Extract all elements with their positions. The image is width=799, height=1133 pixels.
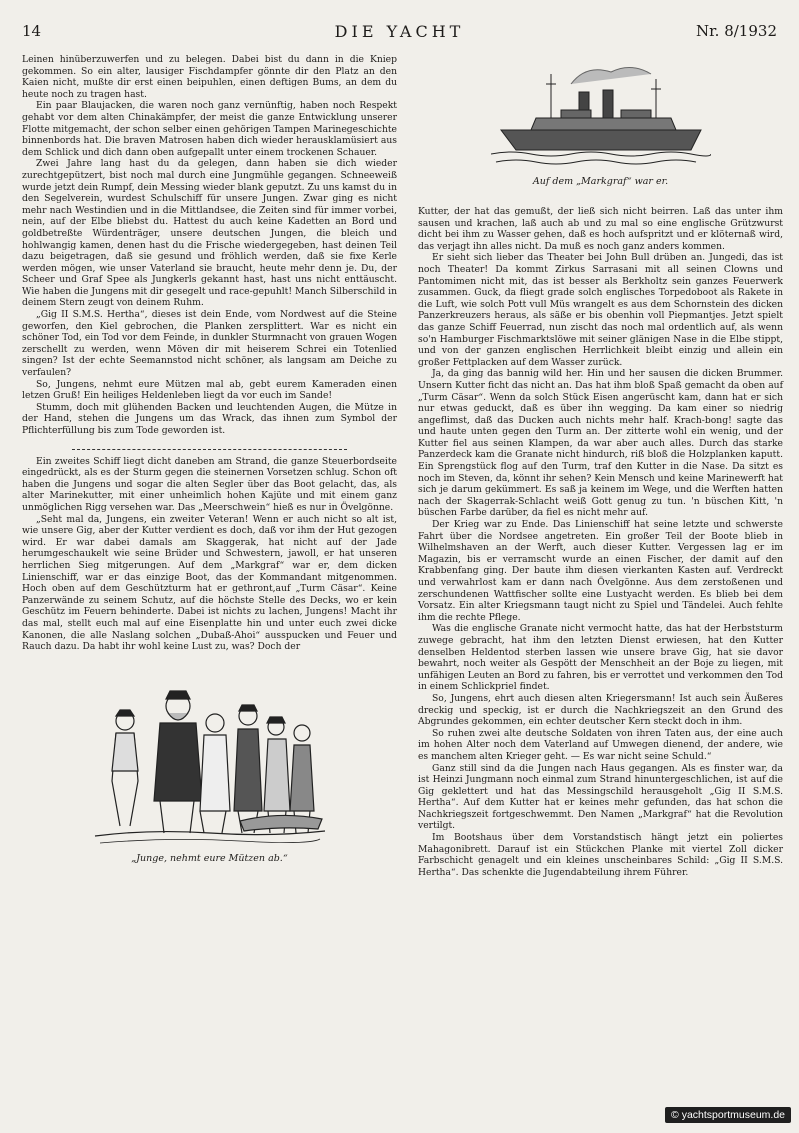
boys-illustration [22,661,397,874]
ship-illustration [418,54,783,204]
page-number: 14 [22,22,42,40]
page-header [22,22,777,46]
paragraph: Zwei Jahre lang hast du da gelegen, dann haben sie dich wieder zurechtgepützert, bist noch mal durch eine Jungmühle gegangen. Schneeweiß wurde jetzt dein Rumpf, dein Messing wieder blank geputzt. Zu uns kamst du in den Segelverein, wurdest Schulschiff für unsere Jungen. Zwar ging es nicht mehr nach Westindien und in die Mittlandsee, die Zeiten sind für immer vorbei, nein, auf der Elbe bliebst du. Hattest du auch keine Kadetten an Bord und goldbetreßte Würdenträger, unsere deutschen Jungen, die bleich und hohlwangig kamen, denen hast du die Frische wiedergegeben, hast deinen Teil dazu beigetragen, daß sie gesund und fröhlich werden, daß sie fixe Kerle werden mögen, wie unser Vaterland sie braucht, heute mehr denn je. Du, der Scheer und Graf Spee als Jungkerls gekannt hast, hast uns nicht enttäuscht. Wie haben die Jungens mit dir gesegelt und race-gepuhlt! Manch Silberschild in deinem Stern zeugt von deinem Ruhm. [22,158,397,309]
paragraph: Leinen hinüberzuwerfen und zu belegen. Dabei bist du dann in die Kniep gekommen. So ein alter, lausiger Fischdampfer gönnte dir den Platz an den Kaien nicht, mußte dir erst einen beipuhlen, einen deftigen Bums, an dem du heute noch zu tragen hast. [22,54,397,100]
paragraph: So ruhen zwei alte deutsche Soldaten von ihren Taten aus, der eine auch im hohen Alter noch dem Vaterland auf Umwegen dienend, der andere, wie es manchem alten Krieger geht. — Es war nicht seine Schuld.“ [418,727,783,762]
paragraph: Im Bootshaus über dem Vorstandstisch hängt jetzt ein poliertes Mahagonibrett. Darauf ist ein Stückchen Planke mit viertel Zoll dicker Farbschicht genagelt und ein kleines unscheinbares Schild: „Gig II S.M.S. Hertha“. Das schenkte die Jugendabteilung ihrem Führer. [418,832,783,878]
museum-watermark [665,1107,791,1123]
watermark-text: © yachtsportmuseum.de [671,1109,785,1121]
paragraph: Er sieht sich lieber das Theater bei John Bull drüben an. Jungedi, das ist noch Theater! Da kommt Zirkus Sarrasani mit all seinen Clowns und Pantomimen nicht mit, das ist besser als Berkholtz sein ganzes Feuerwerk zusammen. Guck, da fliegt grade solch englisches Torpedoboot als Rakete in die Luft, wie solch Pott vull Müs wrangelt es aus dem Schornstein des dicken Panzerkreuzers heraus, als säße er bis obenhin voll Piepmantjes. Jetzt spielt das ganze Schiff Feuerrad, nun zischt das noch mal ordentlich auf, als wenn so'n Hamburger Fischmarktslöwe mit seiner glänigen Nase in die Elbe stippt, und von der ganzen englischen Herrlichkeit bleibt einzig und allein ein großer Fettplacken auf dem Wasser zurück. [418,252,783,368]
paragraph: Der Krieg war zu Ende. Das Linienschiff hat seine letzte und schwerste Fahrt über die Nordsee angetreten. Ein großer Teil der Boote blieb in Wilhelmshaven an der Werft, auch dieser Kutter. Vergessen lag er im Magazin, bis er verramscht wurde an einen Fischer, der damit auf den Krabbenfang ging. Der baute ihm diesen vierkanten Kasten auf. Verdreckt und verwahrlost kam er dann nach Övelgönne. Aus dem zerstoßenen und zerschundenen Wattfischer sollte eine Lustyacht werden. Es blieb bei dem Vorsatz. Ein alter Kriegsmann taugt nicht zu Spiel und Tändelei. Auch fehlte ihm die rechte Pflege. [418,519,783,623]
paragraph: „Gig II S.M.S. Hertha“, dieses ist dein Ende, vom Nordwest auf die Steine geworfen, den Kiel gebrochen, die Planken zersplittert. War es nicht ein schöner Tod, ein Tod vor dem Feinde, in dunkler Sturmnacht von grauen Wogen zerschellt zu werden, wenn Möven dir mit heiserem Schrei ein Totenlied singen? Ist der echte Seemannstod nicht schöner, als langsam am Deiche zu verfaulen? [22,309,397,379]
paragraph: Stumm, doch mit glühenden Backen und leuchtenden Augen, die Mütze in der Hand, stehen die Jungens um das Wrack, das ihnen zum Symbol der Pflichterfüllung bis zum Tode geworden ist. [22,401,397,436]
issue-number: Nr. 8/1932 [696,22,777,40]
boys-caption: „Junge, nehmt eure Mützen ab.“ [131,852,288,864]
battleship-icon [491,54,711,174]
paragraph: So, Jungens, nehmt eure Mützen mal ab, gebt eurem Kameraden einen letzen Gruß! Ein heiliges Heldenleben liegt da vor euch im Sande! [22,378,397,402]
paragraph: Ein zweites Schiff liegt dicht daneben am Strand, die ganze Steuerbordseite eingedrückt, als es der Sturm gegen die steinernen Vorsetzen schlug. Schon oft haben die Jungens und sogar die alten Segler über das Boot gelacht, das, als alter Marinekutter, mit einer unheimlich hohen Kajüte und mit einem ganz unmöglichen Rigg versehen war. Das „Meerschwein“ hieß es nur in Övelgönne. [22,455,397,513]
paragraph: Kutter, der hat das gemußt, der ließ sich nicht beirren. Laß das unter ihm sausen und krachen, laß auch ab und zu mal so eine englische Grützwurst dicht bei ihm zu Wasser gehen, daß es hoch aufspritzt und er klöternaß wird, das verjagt ihn alles nicht. Da muß es noch ganz anders kommen. [418,206,783,252]
paragraph: So, Jungens, ehrt auch diesen alten Kriegersmann! Ist auch sein Äußeres dreckig und speckig, ist er durch die Nachkriegszeit an den Grund des Abgrundes gekommen, ein echter deutscher Kern steckt doch in ihm. [418,692,783,728]
right-column [418,54,783,878]
journal-title: DIE YACHT [334,22,465,41]
sketch-boys-icon [90,661,330,851]
section-divider [72,449,347,450]
paragraph: Was die englische Granate nicht vermocht hatte, das hat der Herbststurm zuwege gebracht, hat ihm den letzten Dienst erwiesen, hat den Kutter denselben Heldentod sterben lassen wie unsere brave Gig, hat sie davor bewahrt, noch weiter als Gespött der Menschheit an der Boje zu liegen, mit unfähigen Leuten an Bord zu fahren, bis er verrottet und verkommen den Tod in einem Schlickpriel findet. [418,623,783,693]
ship-caption: Auf dem „Markgraf“ war er. [532,176,669,187]
paragraph: „Seht mal da, Jungens, ein zweiter Veteran! Wenn er auch nicht so alt ist, wie unsere Gig, aber der Kutter verdient es doch, daß vor ihm der Hut gezogen wird. Er war dabei damals am Skaggerak, hat nicht auf der Jade herumgeschaukelt wie seine Brüder und Schwestern, jawoll, er hat unseren herrlichen Sieg mitgerungen. Auf dem „Markgraf“ war er, dem dicken Linienschiff, war er das einzige Boot, das der Kommandant mitgenommen. Hoch oben auf dem Geschützturm hat er gethront,auf „Turm Cäsar“. Keine Panzerwände zu seinem Schutz, auf die höchste Stelle des Decks, wo er kein Geschütz im Feuern behinderte. Dabei ist nichts zu lachen, Jungens! Macht ihr das mal, stellt euch mal auf eine Eisenplatte hin und unter euch zwei dicke Kanonen, die alle Naslang solchen „Dubaß-Ahoi“ ausspucken und Feuer und Rauch dazu. Da habt ihr wohl keine Lust zu, was? Doch der [22,513,397,653]
paragraph: Ganz still sind da die Jungen nach Haus gegangen. Als es finster war, da ist Heinzi Jungmann noch einmal zum Strand hinuntergeschlichen, ist auf die Gig geklettert und hat das Messingschild herausgeholt „Gig II S.M.S. Hertha“. Auf dem Kutter hat er keines mehr gefunden, das hat schon die Nachkriegszeit fortgeschwemmt. Den Namen „Markgraf“ hat die Revolution vertilgt. [418,762,783,832]
paragraph: Ein paar Blaujacken, die waren noch ganz vernünftig, haben noch Respekt gehabt vor dem alten Chinakämpfer, der meist die ganze Entwicklung unserer Flotte mitgemacht, der schon selber einen gehörigen Tampen Marinegeschichte binnenbords hat. Die braven Matrosen haben dich wieder herausklamüsiert aus dem Schlick und dich dann oben aufgepallt unter einem trockenen Schauer. [22,100,397,158]
paragraph: Ja, da ging das bannig wild her. Hin und her sausen die dicken Brummer. Unsern Kutter ficht das nicht an. Das hat ihm bloß Spaß gemacht da oben auf „Turm Cäsar“. Wenn da solch Stück Eisen angerüscht kam, dann hat er sich nur etwas geduckt, daß es über ihn wegging. Da kam einer so niedrig angeflimst, daß das Ducken auch nichts mehr half. Krach-bong! sagte das und haute unten gegen den Turm an. Der zitterte wohl ein wenig, und der Kutter fiel aus seinen Klampen, da war aber auch alles. Durch das starke Panzerdeck kam die Granate nicht hindurch, riß bloß die Holzplanken kaputt. Ein Sprengstück flog auf den Turm, traf den Kutter in die Nase. Da sitzt es noch im Steven, da, könnt ihr sehen? Kein Mensch und keine Marinewerft hat sich je darum gekümmert. Es saß ja keinem im Wege, und die Werften hatten nach der Skagerrak-Schlacht weiß Gott genug zu tun. 'n büschen Kitt, 'n büschen Farbe darüber, da fiel es nicht mehr auf. [418,368,783,519]
left-column [22,54,397,874]
